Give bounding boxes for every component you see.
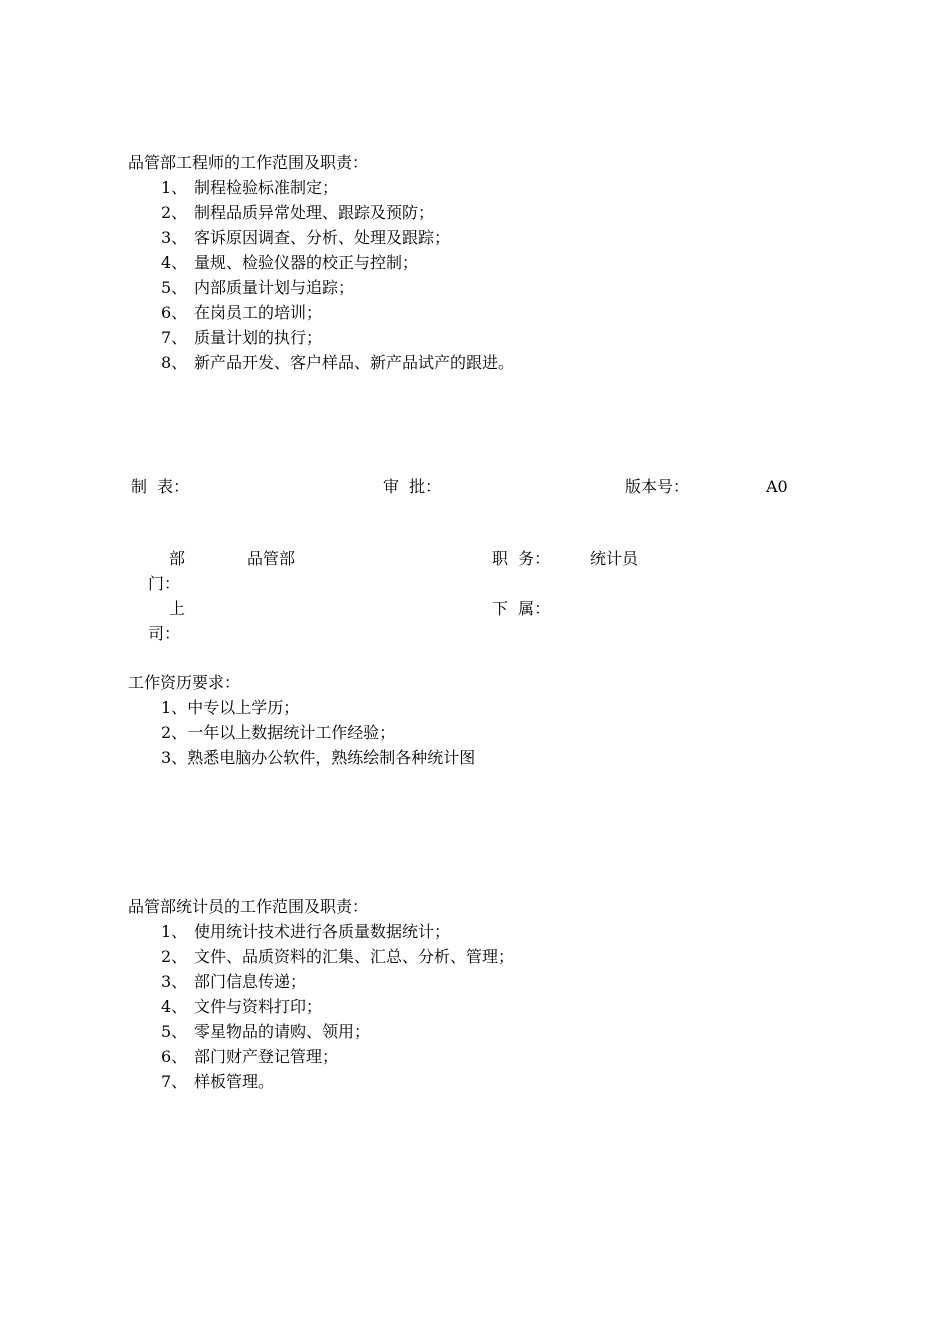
list-item <box>161 745 475 770</box>
list-item <box>161 944 514 969</box>
item-number: 7、 <box>161 1072 188 1091</box>
list-item <box>161 1019 514 1044</box>
item-number: 8、 <box>161 353 188 372</box>
item-number: 5、 <box>161 1022 188 1041</box>
item-text: 量规、检验仪器的校正与控制； <box>194 253 419 272</box>
list-item <box>161 919 514 944</box>
position-value: 统计员 <box>590 549 639 568</box>
item-text: 部门信息传递； <box>194 972 307 991</box>
list-item <box>161 695 475 720</box>
subordinate-label: 下 属： <box>492 599 551 618</box>
item-text: 一年以上数据统计工作经验； <box>187 723 396 742</box>
item-text: 零星物品的请购、领用； <box>194 1022 371 1041</box>
list-item <box>161 325 514 350</box>
list-item <box>161 350 514 375</box>
item-number: 6、 <box>161 1047 188 1066</box>
boss-label-line1: 上 <box>169 599 186 618</box>
requirements-title: 工作资历要求： <box>128 673 241 692</box>
approver-label: 审 批： <box>383 477 442 496</box>
dept-value: 品管部 <box>247 549 296 568</box>
list-item <box>161 1069 514 1094</box>
item-number: 7、 <box>161 328 188 347</box>
dept-label-line1: 部 <box>169 549 186 568</box>
item-number: 3、 <box>161 228 188 247</box>
item-number: 3、 <box>161 972 188 991</box>
item-number: 5、 <box>161 278 188 297</box>
requirements-list <box>161 695 475 770</box>
item-text: 新产品开发、客户样品、新产品试产的跟进。 <box>194 353 515 372</box>
list-item <box>161 175 514 200</box>
list-item <box>161 300 514 325</box>
dept-label-line2: 门： <box>148 574 181 593</box>
item-number: 2、 <box>161 203 188 222</box>
version-label: 版本号： <box>625 477 690 496</box>
version-value: A0 <box>766 477 788 496</box>
item-text: 文件、品质资料的汇集、汇总、分析、管理； <box>194 947 515 966</box>
item-number: 1、 <box>161 922 188 941</box>
item-text: 内部质量计划与追踪； <box>194 278 355 297</box>
item-number: 2、 <box>161 947 188 966</box>
item-text: 在岗员工的培训； <box>194 303 323 322</box>
section2-title: 品管部统计员的工作范围及职责： <box>128 897 369 916</box>
list-item <box>161 969 514 994</box>
item-text: 制程检验标准制定； <box>194 178 339 197</box>
boss-label-line2: 司： <box>148 624 181 643</box>
item-number: 4、 <box>161 253 188 272</box>
item-text: 熟悉电脑办公软件，熟练绘制各种统计图 <box>187 748 476 767</box>
list-item <box>161 994 514 1019</box>
list-item <box>161 250 514 275</box>
item-number: 6、 <box>161 303 188 322</box>
list-item <box>161 1044 514 1069</box>
item-text: 样板管理。 <box>194 1072 275 1091</box>
item-number: 1、 <box>161 698 188 717</box>
list-item <box>161 275 514 300</box>
list-item <box>161 720 475 745</box>
list-item <box>161 225 514 250</box>
item-text: 使用统计技术进行各质量数据统计； <box>194 922 451 941</box>
section1-list <box>161 175 514 375</box>
item-text: 客诉原因调查、分析、处理及跟踪； <box>194 228 451 247</box>
item-text: 文件与资料打印； <box>194 997 323 1016</box>
item-number: 1、 <box>161 178 188 197</box>
section1-title: 品管部工程师的工作范围及职责： <box>128 153 369 172</box>
item-text: 质量计划的执行； <box>194 328 323 347</box>
item-number: 4、 <box>161 997 188 1016</box>
item-number: 3、 <box>161 748 188 767</box>
item-number: 2、 <box>161 723 188 742</box>
maker-label: 制 表： <box>131 477 190 496</box>
item-text: 部门财产登记管理； <box>194 1047 339 1066</box>
item-text: 中专以上学历； <box>187 698 300 717</box>
position-label: 职 务： <box>492 549 551 568</box>
section2-list <box>161 919 514 1094</box>
list-item <box>161 200 514 225</box>
item-text: 制程品质异常处理、跟踪及预防； <box>194 203 435 222</box>
